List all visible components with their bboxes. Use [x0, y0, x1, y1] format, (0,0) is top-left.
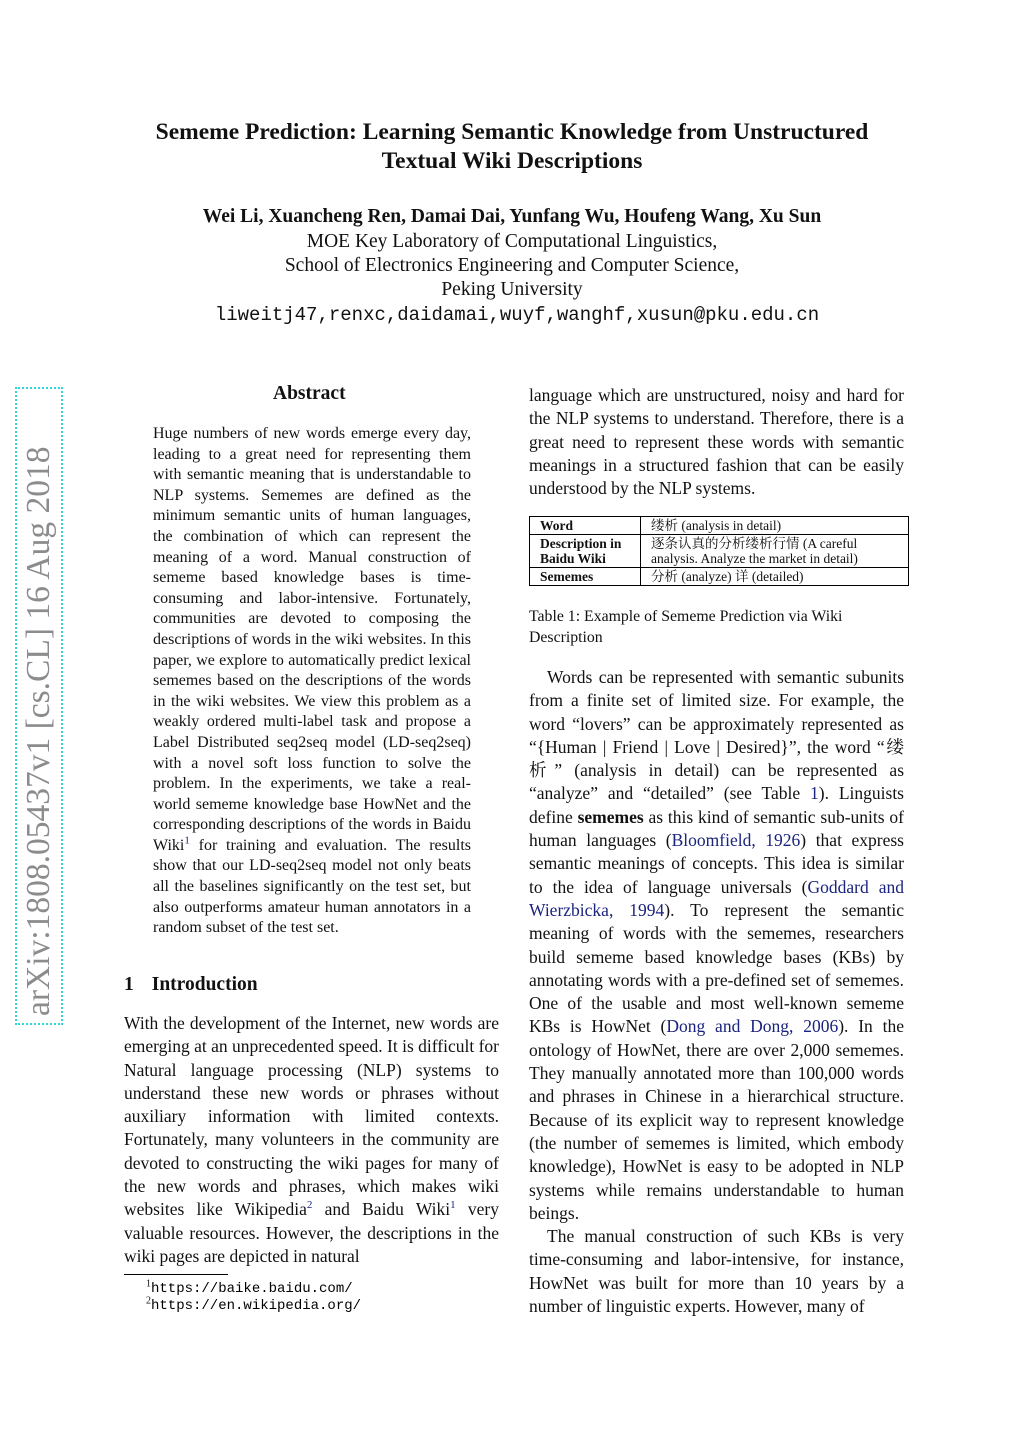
abstract-text-2: for training and evaluation. The results show that our LD-seq2seq model not only beats all the baselines significantly on the test set, but also outperforms amateur human annotators in a random subset of the test set.: [153, 836, 471, 937]
sememes-term: sememes: [577, 806, 644, 827]
table-ref-link[interactable]: 1: [810, 783, 819, 804]
table-row: [530, 568, 909, 586]
section-number: 1: [124, 974, 134, 995]
table-key-sememes: Sememes: [530, 568, 641, 586]
authors: Wei Li, Xuancheng Ren, Damai Dai, Yunfang Wu, Houfeng Wang, Xu Sun: [202, 206, 822, 227]
title-line-1: Sememe Prediction: Learning Semantic Knowledge from Unstructured: [155, 119, 869, 145]
citation-bloomfield[interactable]: Bloomfield, 1926: [671, 830, 801, 851]
table-key-description: Description in Baidu Wiki: [530, 535, 641, 568]
paper-title: [0, 118, 1024, 176]
para2-text-a: Words can be represented with semantic subunits from a finite set of limited size. For example, the word “lovers” can be approximately represented as “{Human | Friend | Love | Desired}”, the word “缕析” (analysis in detail) can be represented as “analyze” and “detailed” (see Table: [529, 667, 904, 804]
citation-dong[interactable]: Dong and Dong, 2006: [666, 1016, 839, 1037]
example-table: [529, 516, 909, 586]
intro-text-3: very valuable resources. However, the descriptions in the wiki pages are depicted in natural: [124, 1199, 499, 1266]
footnote-1: [146, 1278, 353, 1297]
table-caption: Table 1: Example of Sememe Prediction via Wiki Description: [529, 608, 843, 646]
table-key-word: Word: [530, 517, 641, 535]
para2-text-f: ). In the ontology of HowNet, there are over 2,000 sememes. They manually annotated more than 100,000 words and phrases in Chinese in a hierarchical structure. Because of its explicit way to represent knowledge (the number of sememes is limited, which embody knowledge), HowNet is easy to be adopted in NLP systems while remains understandable to human beings.: [529, 1016, 904, 1223]
affiliation-line-3: Peking University: [441, 279, 583, 300]
affiliation-line-1: MOE Key Laboratory of Computational Linguistics,: [306, 231, 718, 252]
section-heading: [124, 974, 258, 996]
table-row: [530, 517, 909, 535]
abstract-body: [153, 424, 471, 939]
footnote-mark-1: 1: [146, 1278, 151, 1290]
abstract-heading: Abstract: [273, 383, 346, 404]
intro-paragraph-continued: language which are unstructured, noisy and hard for the NLP systems to understand. Therefore, there is a great need to represent these words with semantic meanings in a structured fashion that can be easily understood by the NLP systems.: [529, 385, 904, 499]
footnote-ref-1b[interactable]: 1: [450, 1199, 456, 1212]
para2-text-c: as this kind of semantic sub-units of human languages (: [529, 806, 904, 851]
footnote-url-1[interactable]: https://baike.baidu.com/: [151, 1281, 353, 1297]
para2-text-d: ) that express semantic meanings of concepts. This idea is similar to the idea of language universals (: [529, 830, 904, 897]
intro-text-2: and Baidu Wiki: [312, 1199, 451, 1220]
title-line-2: Textual Wiki Descriptions: [381, 148, 643, 174]
paragraph-sememes: [529, 666, 904, 1225]
author-emails: liweitj47,renxc,daidamai,wuyf,wanghf,xusun@pku.edu.cn: [214, 304, 820, 326]
table-value-description: 逐条认真的分析缕析行情 (A careful analysis. Analyze the market in detail): [641, 535, 909, 568]
table-row: [530, 535, 909, 568]
para2-text-b: ). Linguists define: [529, 783, 904, 827]
citation-goddard[interactable]: Goddard and Wierzbicka, 1994: [529, 876, 904, 920]
footnote-2: [146, 1295, 362, 1314]
intro-paragraph-left: [124, 1012, 499, 1268]
footnote-url-2[interactable]: https://en.wikipedia.org/: [151, 1298, 362, 1314]
table-value-sememes: 分析 (analyze) 详 (detailed): [641, 568, 909, 586]
footnote-ref-1[interactable]: 1: [184, 834, 190, 847]
footnote-mark-2: 2: [146, 1295, 151, 1307]
footnote-ref-2[interactable]: 2: [306, 1199, 313, 1212]
table-value-word: 缕析 (analysis in detail): [641, 517, 909, 535]
section-title: Introduction: [151, 974, 258, 995]
affiliation-line-2: School of Electronics Engineering and Computer Science,: [284, 255, 740, 276]
footnote-rule: [124, 1274, 228, 1275]
arxiv-stamp: arXiv:1808.05437v1 [cs.CL] 16 Aug 2018: [20, 392, 58, 1020]
para2-text-e: ). To represent the semantic meaning of words with the sememes, researchers build sememe based knowledge bases (KBs) by annotating words with a pre-defined set of sememes. One of the usable and most well-known sememe KBs is HowNet (: [529, 899, 904, 1037]
intro-text-1: With the development of the Internet, new words are emerging at an unprecedented speed. It is difficult for Natural language processing (NLP) systems to understand these new words or phrases without auxiliary information with limited contexts. Fortunately, many volunteers in the community are devoted to constructing the wiki pages for many of the new words and phrases, which makes wiki websites like Wikipedia: [124, 1013, 499, 1220]
abstract-text-1: Huge numbers of new words emerge every day, leading to a great need for representing them with semantic meaning that is understandable to NLP systems. Sememes are defined as the minimum semantic units of human languages, the combination of which can represent the meaning of a word. Manual construction of sememe based knowledge bases is time-consuming and labor-intensive. Fortunately, communities are devoted to composing the descriptions of words in the wiki websites. In this paper, we explore to automatically predict lexical sememes based on the descriptions of the words in the wiki websites. We view this problem as a weakly ordered multi-label task and propose a Label Distributed seq2seq model (LD-seq2seq) with a novel soft loss function to solve the problem. In the experiments, we take a real-world sememe knowledge base HowNet and the corresponding descriptions of the words in Baidu Wiki: [153, 425, 471, 854]
paragraph-manual-construction: The manual construction of such KBs is very time-consuming and labor-intensive, for instance, HowNet was built for more than 10 years by a number of linguistic experts. However, many of: [529, 1226, 904, 1316]
